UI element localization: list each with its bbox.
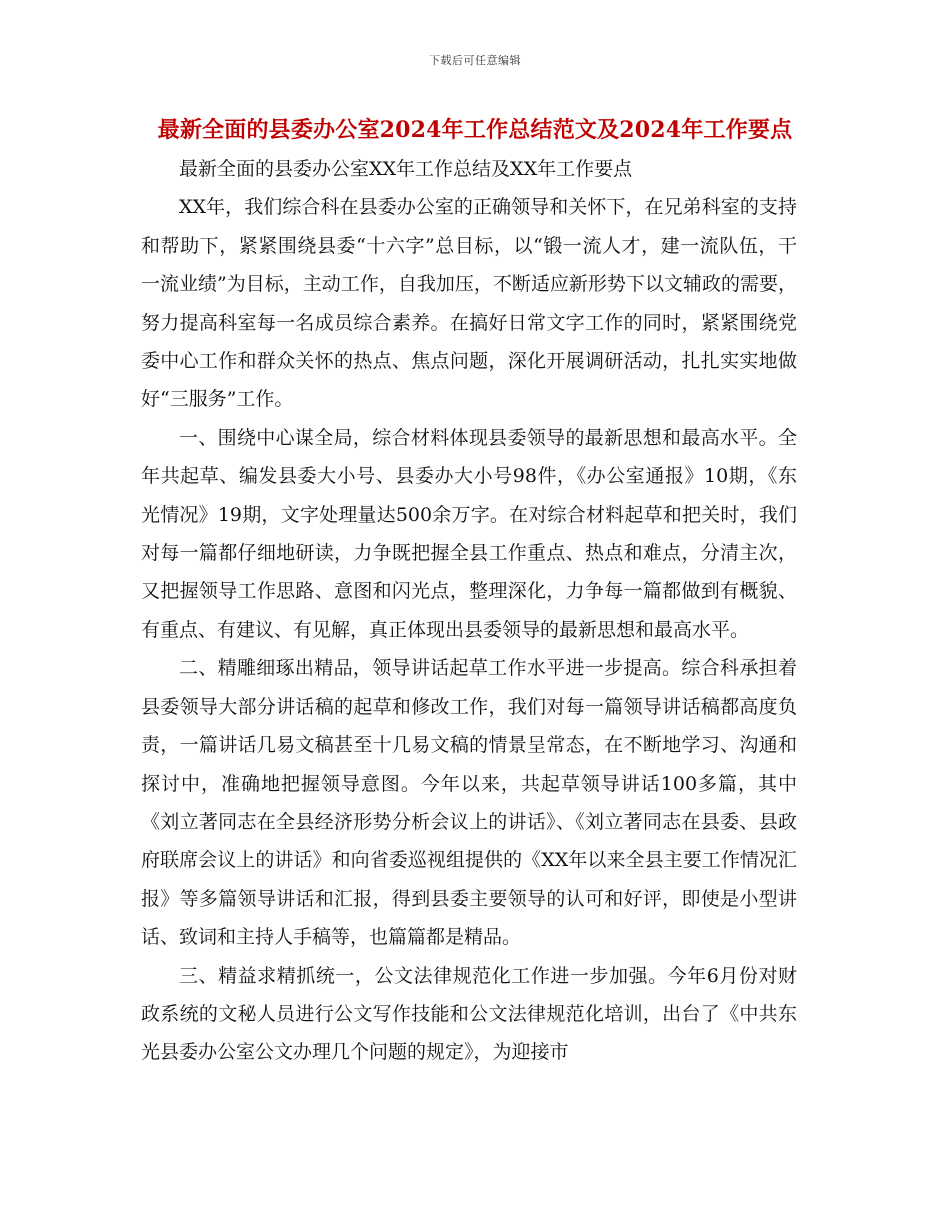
document-body xyxy=(141,150,797,1072)
paragraph-intro: XX年，我们综合科在县委办公室的正确领导和关怀下，在兄弟科室的支持和帮助下，紧紧围绕县委“十六字”总目标，以“锻一流人才，建一流队伍，干一流业绩”为目标，主动工作，自我加压，不断适应新形势下以文辅政的需要，努力提高科室每一名成员综合素养。在搞好日常文字工作的同时，紧紧围绕党委中心工作和群众关怀的热点、焦点问题，深化开展调研活动，扎扎实实地做好“三服务”工作。 xyxy=(141,196,797,411)
paragraph-section-2: 二、精雕细琢出精品，领导讲话起草工作水平进一步提高。综合科承担着县委领导大部分讲话稿的起草和修改工作，我们对每一篇领导讲话稿都高度负责，一篇讲话几易文稿甚至十几易文稿的情景呈常态，在不断地学习、沟通和探讨中，准确地把握领导意图。今年以来，共起草领导讲话100多篇，其中《刘立著同志在全县经济形势分析会议上的讲话》、《刘立著同志在县委、县政府联席会议上的讲话》和向省委巡视组提供的《XX年以来全县主要工作情况汇报》等多篇领导讲话和汇报，得到县委主要领导的认可和好评，即使是小型讲话、致词和主持人手稿等，也篇篇都是精品。 xyxy=(141,657,797,949)
paragraph-section-3: 三、精益求精抓统一，公文法律规范化工作进一步加强。今年6月份对财政系统的文秘人员进行公文写作技能和公文法律规范化培训，出台了《中共东光县委办公室公文办理几个问题的规定》，为迎接市 xyxy=(141,964,797,1064)
header-note: 下载后可任意编辑 xyxy=(429,54,521,67)
document-subtitle: 最新全面的县委办公室XX年工作总结及XX年工作要点 xyxy=(179,158,633,180)
document-title: 最新全面的县委办公室2024年工作总结范文及2024年工作要点 xyxy=(157,117,793,143)
paragraph-section-1: 一、围绕中心谋全局，综合材料体现县委领导的最新思想和最高水平。全年共起草、编发县委大小号、县委办大小号98件，《办公室通报》10期，《东光情况》19期，文字处理量达500余万字。在对综合材料起草和把关时，我们对每一篇都仔细地研读，力争既把握全县工作重点、热点和难点，分清主次，又把握领导工作思路、意图和闪光点，整理深化，力争每一篇都做到有概貌、有重点、有建议、有见解，真正体现出县委领导的最新思想和最高水平。 xyxy=(141,426,797,641)
